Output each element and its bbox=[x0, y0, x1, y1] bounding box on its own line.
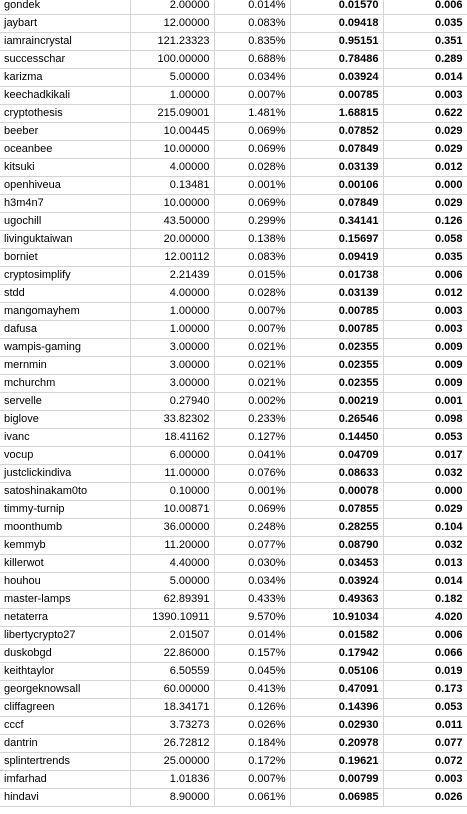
cell-value-2[interactable]: 0.003 bbox=[383, 321, 467, 339]
cell-value-2[interactable]: 0.351 bbox=[383, 33, 467, 51]
cell-account[interactable]: keechadkikali bbox=[0, 87, 130, 105]
cell-amount[interactable]: 1390.10911 bbox=[130, 609, 214, 627]
cell-value-2[interactable]: 0.000 bbox=[383, 483, 467, 501]
cell-account[interactable]: servelle bbox=[0, 393, 130, 411]
table-row bbox=[0, 483, 467, 501]
cell-value[interactable]: 0.95151 bbox=[290, 33, 383, 51]
cell-percent[interactable]: 0.021% bbox=[214, 339, 290, 357]
cell-value-2[interactable]: 0.003 bbox=[383, 771, 467, 789]
cell-account[interactable]: jaybart bbox=[0, 15, 130, 33]
table-row bbox=[0, 87, 467, 105]
table-row bbox=[0, 357, 467, 375]
cell-amount[interactable]: 10.00445 bbox=[130, 123, 214, 141]
cell-percent[interactable]: 0.045% bbox=[214, 663, 290, 681]
cell-value[interactable]: 0.09418 bbox=[290, 15, 383, 33]
cell-amount[interactable]: 10.00000 bbox=[130, 195, 214, 213]
cell-account[interactable]: cliffagreen bbox=[0, 699, 130, 717]
cell-amount[interactable]: 6.00000 bbox=[130, 447, 214, 465]
cell-value-2[interactable]: 0.182 bbox=[383, 591, 467, 609]
cell-value[interactable]: 0.78486 bbox=[290, 51, 383, 69]
cell-value[interactable]: 0.01582 bbox=[290, 627, 383, 645]
cell-percent[interactable]: 0.034% bbox=[214, 573, 290, 591]
cell-value[interactable]: 0.17942 bbox=[290, 645, 383, 663]
cell-amount[interactable]: 1.00000 bbox=[130, 321, 214, 339]
cell-account[interactable]: borniet bbox=[0, 249, 130, 267]
table-row bbox=[0, 69, 467, 87]
cell-percent[interactable]: 0.083% bbox=[214, 15, 290, 33]
cell-value-2[interactable]: 0.289 bbox=[383, 51, 467, 69]
table-row bbox=[0, 159, 467, 177]
cell-value[interactable]: 0.00785 bbox=[290, 321, 383, 339]
cell-account[interactable]: killerwot bbox=[0, 555, 130, 573]
table-row bbox=[0, 285, 467, 303]
cell-value[interactable]: 0.02930 bbox=[290, 717, 383, 735]
cell-account[interactable]: kemmyb bbox=[0, 537, 130, 555]
cell-account[interactable]: moonthumb bbox=[0, 519, 130, 537]
cell-percent[interactable]: 1.481% bbox=[214, 105, 290, 123]
cell-percent[interactable]: 0.021% bbox=[214, 375, 290, 393]
cell-value[interactable]: 0.03453 bbox=[290, 555, 383, 573]
cell-amount[interactable]: 5.00000 bbox=[130, 69, 214, 87]
cell-value[interactable]: 0.14450 bbox=[290, 429, 383, 447]
cell-percent[interactable]: 0.413% bbox=[214, 681, 290, 699]
table-row bbox=[0, 33, 467, 51]
cell-value-2[interactable]: 0.006 bbox=[383, 267, 467, 285]
cell-account[interactable]: timmy-turnip bbox=[0, 501, 130, 519]
cell-value-2[interactable]: 0.026 bbox=[383, 789, 467, 807]
cell-value[interactable]: 1.68815 bbox=[290, 105, 383, 123]
cell-value-2[interactable]: 0.014 bbox=[383, 69, 467, 87]
table-row bbox=[0, 411, 467, 429]
cell-amount[interactable]: 10.00000 bbox=[130, 141, 214, 159]
cell-amount[interactable]: 22.86000 bbox=[130, 645, 214, 663]
cell-value[interactable]: 0.02355 bbox=[290, 339, 383, 357]
cell-percent[interactable]: 0.015% bbox=[214, 267, 290, 285]
cell-amount[interactable]: 6.50559 bbox=[130, 663, 214, 681]
cell-amount[interactable]: 2.01507 bbox=[130, 627, 214, 645]
cell-percent[interactable]: 0.433% bbox=[214, 591, 290, 609]
cell-account[interactable]: imfarhad bbox=[0, 771, 130, 789]
table-row bbox=[0, 231, 467, 249]
cell-value-2[interactable]: 0.003 bbox=[383, 87, 467, 105]
cell-value-2[interactable]: 0.066 bbox=[383, 645, 467, 663]
cell-percent[interactable]: 0.172% bbox=[214, 753, 290, 771]
cell-value[interactable]: 0.02355 bbox=[290, 357, 383, 375]
cell-value-2[interactable]: 0.173 bbox=[383, 681, 467, 699]
cell-percent[interactable]: 0.077% bbox=[214, 537, 290, 555]
cell-percent[interactable]: 0.299% bbox=[214, 213, 290, 231]
cell-account[interactable]: iamraincrystal bbox=[0, 33, 130, 51]
cell-value-2[interactable]: 0.029 bbox=[383, 501, 467, 519]
cell-percent[interactable]: 0.069% bbox=[214, 195, 290, 213]
cell-value-2[interactable]: 0.032 bbox=[383, 465, 467, 483]
cell-value-2[interactable]: 0.058 bbox=[383, 231, 467, 249]
table-row bbox=[0, 591, 467, 609]
cell-value-2[interactable]: 0.012 bbox=[383, 159, 467, 177]
cell-amount[interactable]: 4.00000 bbox=[130, 285, 214, 303]
cell-percent[interactable]: 0.002% bbox=[214, 393, 290, 411]
cell-account[interactable]: netaterra bbox=[0, 609, 130, 627]
cell-account[interactable]: beeber bbox=[0, 123, 130, 141]
cell-percent[interactable]: 0.007% bbox=[214, 771, 290, 789]
table-row bbox=[0, 105, 467, 123]
cell-value[interactable]: 0.20978 bbox=[290, 735, 383, 753]
cell-account[interactable]: cryptosimplify bbox=[0, 267, 130, 285]
cell-percent[interactable]: 0.021% bbox=[214, 357, 290, 375]
cell-value-2[interactable]: 0.072 bbox=[383, 753, 467, 771]
cell-percent[interactable]: 0.069% bbox=[214, 123, 290, 141]
table-row bbox=[0, 735, 467, 753]
cell-amount[interactable]: 4.00000 bbox=[130, 159, 214, 177]
cell-value-2[interactable]: 0.035 bbox=[383, 15, 467, 33]
cell-account[interactable]: duskobgd bbox=[0, 645, 130, 663]
cell-percent[interactable]: 0.030% bbox=[214, 555, 290, 573]
cell-account[interactable]: mchurchm bbox=[0, 375, 130, 393]
cell-value[interactable]: 0.03139 bbox=[290, 285, 383, 303]
cell-amount[interactable]: 12.00000 bbox=[130, 15, 214, 33]
cell-value[interactable]: 0.07849 bbox=[290, 141, 383, 159]
cell-percent[interactable]: 0.014% bbox=[214, 0, 290, 15]
cell-percent[interactable]: 0.034% bbox=[214, 69, 290, 87]
table-row bbox=[0, 537, 467, 555]
cell-percent[interactable]: 0.007% bbox=[214, 87, 290, 105]
cell-amount[interactable]: 2.00000 bbox=[130, 0, 214, 15]
cell-value[interactable]: 0.08633 bbox=[290, 465, 383, 483]
cell-value[interactable]: 0.07852 bbox=[290, 123, 383, 141]
cell-value[interactable]: 0.26546 bbox=[290, 411, 383, 429]
cell-value-2[interactable]: 0.006 bbox=[383, 627, 467, 645]
cell-account[interactable]: oceanbee bbox=[0, 141, 130, 159]
table-row bbox=[0, 123, 467, 141]
cell-value-2[interactable]: 0.019 bbox=[383, 663, 467, 681]
cell-account[interactable]: mernmin bbox=[0, 357, 130, 375]
cell-percent[interactable]: 0.041% bbox=[214, 447, 290, 465]
cell-value-2[interactable]: 0.032 bbox=[383, 537, 467, 555]
cell-value-2[interactable]: 0.011 bbox=[383, 717, 467, 735]
table-row bbox=[0, 753, 467, 771]
cell-account[interactable]: h3m4n7 bbox=[0, 195, 130, 213]
cell-percent[interactable]: 0.157% bbox=[214, 645, 290, 663]
table-row bbox=[0, 51, 467, 69]
table-row bbox=[0, 267, 467, 285]
cell-value[interactable]: 0.07849 bbox=[290, 195, 383, 213]
cell-account[interactable]: splintertrends bbox=[0, 753, 130, 771]
cell-value-2[interactable]: 0.053 bbox=[383, 699, 467, 717]
cell-value[interactable]: 10.91034 bbox=[290, 609, 383, 627]
table-row bbox=[0, 0, 467, 15]
cell-account[interactable]: georgeknowsall bbox=[0, 681, 130, 699]
cell-percent[interactable]: 0.248% bbox=[214, 519, 290, 537]
cell-amount[interactable]: 0.27940 bbox=[130, 393, 214, 411]
cell-value-2[interactable]: 0.053 bbox=[383, 429, 467, 447]
cell-percent[interactable]: 0.014% bbox=[214, 627, 290, 645]
table-row bbox=[0, 321, 467, 339]
cell-amount[interactable]: 36.00000 bbox=[130, 519, 214, 537]
cell-account[interactable]: gondek bbox=[0, 0, 130, 15]
cell-amount[interactable]: 18.34171 bbox=[130, 699, 214, 717]
cell-amount[interactable]: 8.90000 bbox=[130, 789, 214, 807]
cell-account[interactable]: biglove bbox=[0, 411, 130, 429]
cell-account[interactable]: dantrin bbox=[0, 735, 130, 753]
table-row bbox=[0, 249, 467, 267]
cell-percent[interactable]: 0.688% bbox=[214, 51, 290, 69]
cell-value[interactable]: 0.08790 bbox=[290, 537, 383, 555]
cell-value-2[interactable]: 0.006 bbox=[383, 0, 467, 15]
cell-value[interactable]: 0.19621 bbox=[290, 753, 383, 771]
cell-value-2[interactable]: 0.029 bbox=[383, 123, 467, 141]
table-row bbox=[0, 15, 467, 33]
cell-value[interactable]: 0.01570 bbox=[290, 0, 383, 15]
cell-value-2[interactable]: 0.003 bbox=[383, 303, 467, 321]
table-row bbox=[0, 555, 467, 573]
cell-percent[interactable]: 0.061% bbox=[214, 789, 290, 807]
table-row bbox=[0, 177, 467, 195]
cell-value-2[interactable]: 0.098 bbox=[383, 411, 467, 429]
cell-value[interactable]: 0.49363 bbox=[290, 591, 383, 609]
cell-percent[interactable]: 0.083% bbox=[214, 249, 290, 267]
cell-value-2[interactable]: 0.012 bbox=[383, 285, 467, 303]
cell-amount[interactable]: 26.72812 bbox=[130, 735, 214, 753]
table-row bbox=[0, 699, 467, 717]
cell-amount[interactable]: 43.50000 bbox=[130, 213, 214, 231]
table-row bbox=[0, 429, 467, 447]
cell-value-2[interactable]: 0.013 bbox=[383, 555, 467, 573]
table-row bbox=[0, 573, 467, 591]
cell-percent[interactable]: 0.007% bbox=[214, 321, 290, 339]
cell-value[interactable]: 0.03924 bbox=[290, 573, 383, 591]
cell-amount[interactable]: 12.00112 bbox=[130, 249, 214, 267]
table-row bbox=[0, 213, 467, 231]
cell-percent[interactable]: 0.007% bbox=[214, 303, 290, 321]
cell-value[interactable]: 0.00785 bbox=[290, 303, 383, 321]
cell-account[interactable]: houhou bbox=[0, 573, 130, 591]
cell-account[interactable]: keithtaylor bbox=[0, 663, 130, 681]
cell-value[interactable]: 0.04709 bbox=[290, 447, 383, 465]
cell-account[interactable]: openhiveua bbox=[0, 177, 130, 195]
table-row bbox=[0, 339, 467, 357]
cell-percent[interactable]: 0.835% bbox=[214, 33, 290, 51]
cell-value[interactable]: 0.06985 bbox=[290, 789, 383, 807]
cell-value-2[interactable]: 0.009 bbox=[383, 375, 467, 393]
cell-percent[interactable]: 0.126% bbox=[214, 699, 290, 717]
cell-value[interactable]: 0.34141 bbox=[290, 213, 383, 231]
table-row bbox=[0, 303, 467, 321]
cell-amount[interactable]: 1.00000 bbox=[130, 303, 214, 321]
cell-value[interactable]: 0.01738 bbox=[290, 267, 383, 285]
cell-value-2[interactable]: 0.014 bbox=[383, 573, 467, 591]
cell-account[interactable]: kitsuki bbox=[0, 159, 130, 177]
cell-value-2[interactable]: 0.000 bbox=[383, 177, 467, 195]
cell-percent[interactable]: 0.076% bbox=[214, 465, 290, 483]
cell-value-2[interactable]: 0.622 bbox=[383, 105, 467, 123]
cell-amount[interactable]: 10.00871 bbox=[130, 501, 214, 519]
cell-value[interactable]: 0.02355 bbox=[290, 375, 383, 393]
cell-value[interactable]: 0.09419 bbox=[290, 249, 383, 267]
cell-amount[interactable]: 1.00000 bbox=[130, 87, 214, 105]
cell-value[interactable]: 0.28255 bbox=[290, 519, 383, 537]
cell-account[interactable]: libertycrypto27 bbox=[0, 627, 130, 645]
cell-percent[interactable]: 0.001% bbox=[214, 483, 290, 501]
cell-percent[interactable]: 0.028% bbox=[214, 159, 290, 177]
cell-value[interactable]: 0.00219 bbox=[290, 393, 383, 411]
cell-value[interactable]: 0.47091 bbox=[290, 681, 383, 699]
cell-amount[interactable]: 62.89391 bbox=[130, 591, 214, 609]
cell-amount[interactable]: 3.00000 bbox=[130, 375, 214, 393]
cell-amount[interactable]: 215.09001 bbox=[130, 105, 214, 123]
table-row bbox=[0, 717, 467, 735]
cell-value[interactable]: 0.03139 bbox=[290, 159, 383, 177]
cell-percent[interactable]: 0.001% bbox=[214, 177, 290, 195]
table-row bbox=[0, 447, 467, 465]
cell-amount[interactable]: 3.00000 bbox=[130, 339, 214, 357]
table-row bbox=[0, 141, 467, 159]
cell-percent[interactable]: 9.570% bbox=[214, 609, 290, 627]
table-row bbox=[0, 195, 467, 213]
cell-amount[interactable]: 3.73273 bbox=[130, 717, 214, 735]
cell-account[interactable]: cryptothesis bbox=[0, 105, 130, 123]
cell-value-2[interactable]: 0.009 bbox=[383, 357, 467, 375]
cell-amount[interactable]: 0.10000 bbox=[130, 483, 214, 501]
cell-value[interactable]: 0.07855 bbox=[290, 501, 383, 519]
cell-amount[interactable]: 20.00000 bbox=[130, 231, 214, 249]
cell-value[interactable]: 0.00106 bbox=[290, 177, 383, 195]
cell-percent[interactable]: 0.069% bbox=[214, 501, 290, 519]
cell-account[interactable]: hindavi bbox=[0, 789, 130, 807]
cell-value-2[interactable]: 0.077 bbox=[383, 735, 467, 753]
cell-amount[interactable]: 11.20000 bbox=[130, 537, 214, 555]
cell-account[interactable]: master-lamps bbox=[0, 591, 130, 609]
cell-amount[interactable]: 0.13481 bbox=[130, 177, 214, 195]
cell-amount[interactable]: 3.00000 bbox=[130, 357, 214, 375]
cell-value-2[interactable]: 0.035 bbox=[383, 249, 467, 267]
cell-percent[interactable]: 0.233% bbox=[214, 411, 290, 429]
table-row bbox=[0, 609, 467, 627]
cell-value[interactable]: 0.03924 bbox=[290, 69, 383, 87]
cell-account[interactable]: vocup bbox=[0, 447, 130, 465]
cell-account[interactable]: wampis-gaming bbox=[0, 339, 130, 357]
cell-value-2[interactable]: 0.104 bbox=[383, 519, 467, 537]
cell-value[interactable]: 0.05106 bbox=[290, 663, 383, 681]
cell-percent[interactable]: 0.028% bbox=[214, 285, 290, 303]
table-row bbox=[0, 393, 467, 411]
cell-value[interactable]: 0.00078 bbox=[290, 483, 383, 501]
cell-percent[interactable]: 0.127% bbox=[214, 429, 290, 447]
cell-value[interactable]: 0.00799 bbox=[290, 771, 383, 789]
cell-amount[interactable]: 33.82302 bbox=[130, 411, 214, 429]
cell-percent[interactable]: 0.184% bbox=[214, 735, 290, 753]
cell-amount[interactable]: 5.00000 bbox=[130, 573, 214, 591]
cell-amount[interactable]: 11.00000 bbox=[130, 465, 214, 483]
cell-account[interactable]: karizma bbox=[0, 69, 130, 87]
cell-amount[interactable]: 18.41162 bbox=[130, 429, 214, 447]
cell-account[interactable]: dafusa bbox=[0, 321, 130, 339]
cell-amount[interactable]: 25.00000 bbox=[130, 753, 214, 771]
cell-account[interactable]: satoshinakam0to bbox=[0, 483, 130, 501]
table-row bbox=[0, 375, 467, 393]
cell-amount[interactable]: 60.00000 bbox=[130, 681, 214, 699]
cell-value-2[interactable]: 0.009 bbox=[383, 339, 467, 357]
cell-value-2[interactable]: 0.126 bbox=[383, 213, 467, 231]
table-row bbox=[0, 663, 467, 681]
table-row bbox=[0, 501, 467, 519]
cell-value-2[interactable]: 0.017 bbox=[383, 447, 467, 465]
cell-account[interactable]: mangomayhem bbox=[0, 303, 130, 321]
table-row bbox=[0, 465, 467, 483]
cell-value-2[interactable]: 4.020 bbox=[383, 609, 467, 627]
cell-percent[interactable]: 0.026% bbox=[214, 717, 290, 735]
table-row bbox=[0, 771, 467, 789]
cell-percent[interactable]: 0.138% bbox=[214, 231, 290, 249]
cell-amount[interactable]: 1.01836 bbox=[130, 771, 214, 789]
cell-amount[interactable]: 100.00000 bbox=[130, 51, 214, 69]
cell-value[interactable]: 0.00785 bbox=[290, 87, 383, 105]
table-row bbox=[0, 519, 467, 537]
table-row bbox=[0, 645, 467, 663]
table-row bbox=[0, 681, 467, 699]
cell-value-2[interactable]: 0.001 bbox=[383, 393, 467, 411]
cell-account[interactable]: livinguktaiwan bbox=[0, 231, 130, 249]
cell-account[interactable]: successchar bbox=[0, 51, 130, 69]
cell-value-2[interactable]: 0.029 bbox=[383, 195, 467, 213]
cell-account[interactable]: justclickindiva bbox=[0, 465, 130, 483]
cell-value[interactable]: 0.14396 bbox=[290, 699, 383, 717]
cell-account[interactable]: ivanc bbox=[0, 429, 130, 447]
cell-account[interactable]: cccf bbox=[0, 717, 130, 735]
cell-value-2[interactable]: 0.029 bbox=[383, 141, 467, 159]
cell-account[interactable]: ugochill bbox=[0, 213, 130, 231]
table-row bbox=[0, 627, 467, 645]
table-row bbox=[0, 789, 467, 807]
cell-percent[interactable]: 0.069% bbox=[214, 141, 290, 159]
cell-value[interactable]: 0.15697 bbox=[290, 231, 383, 249]
cell-amount[interactable]: 2.21439 bbox=[130, 267, 214, 285]
cell-amount[interactable]: 4.40000 bbox=[130, 555, 214, 573]
cell-account[interactable]: stdd bbox=[0, 285, 130, 303]
cell-amount[interactable]: 121.23323 bbox=[130, 33, 214, 51]
